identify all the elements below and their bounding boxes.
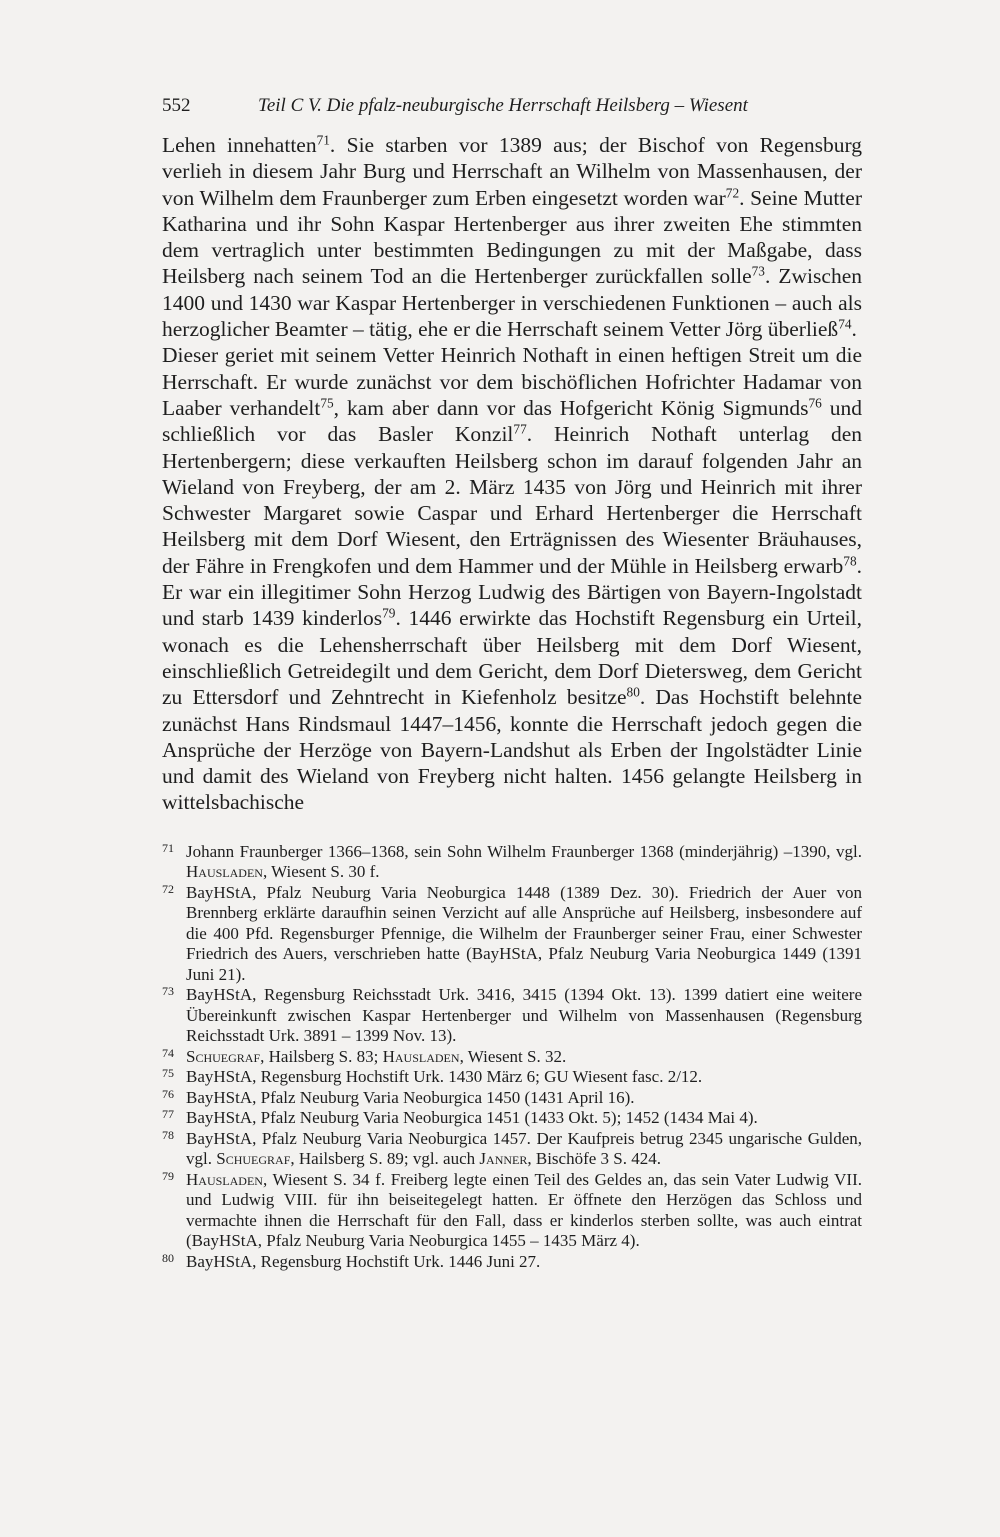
footnote-number: 71 [162,840,174,855]
footnote-ref[interactable]: 77 [513,421,527,437]
footnote-73 [162,985,862,1047]
footnote-text: BayHStA, Pfalz Neuburg Varia Neoburgica 1451 (1433 Okt. 5); 1452 (1434 Mai 4). [186,1108,758,1128]
footnote-text: BayHStA, Pfalz Neuburg Varia Neoburgica 1450 (1431 April 16). [186,1087,635,1107]
footnote-text: , Wiesent S. 30 f. [262,862,380,882]
text-run: . [851,317,857,342]
footnote-number: 73 [162,984,174,999]
footnotes [162,842,862,1273]
footnote-ref[interactable]: 71 [316,132,330,148]
footnote-number: 74 [162,1045,174,1060]
text-run: und schließlich vor das Basler Konzil [162,395,863,447]
footnote-number: 77 [162,1107,174,1122]
footnote-ref[interactable]: 76 [808,395,822,411]
text-run: , kam aber dann vor das Hofgericht König Sigmunds [333,395,809,420]
footnote-78 [162,1129,862,1170]
text-run: . Heinrich Nothaft unterlag den Hertenbergern; diese verkauften Heilsberg schon im darauf folgenden Jahr an Wieland von Freyberg, der am 2. März 1435 von Jörg und Heinrich mit ihrer Schwester Margaret sowie Caspar und Erhard Hertenberger die Herrschaft Heilsberg mit dem Dorf Wiesent, den Erträgnissen des Wiesenter Bräuhauses, der Fähre in Frengkofen und dem Hammer und der Mühle in Heilsberg erwarb [162,422,862,578]
footnote-ref[interactable]: 73 [751,264,765,280]
footnote-71 [162,842,862,883]
footnote-text: , Hailsberg S. 89; vgl. auch [290,1149,480,1169]
footnote-number: 80 [162,1250,174,1265]
author-name: Hausladen [382,1046,460,1066]
book-page [162,88,862,1272]
text-run: . Das Hochstift belehnte zunächst Hans Rindsmaul 1447–1456, konnte die Herrschaft jedoch gegen die Ansprüche der Herzöge von Bayern-Landshut als Erben der Ingolstädter Linie und damit des Wieland von Freyberg nicht halten. 1456 gelangte Heilsberg in wittelsbachische [162,685,862,815]
footnote-77 [162,1108,862,1129]
text-run: . Er war ein illegitimer Sohn Herzog Ludwig des Bärtigen von Bayern-Ingolstadt und starb 1439 kinderlos [162,553,862,631]
text-run: Lehen innehatten [162,133,317,157]
author-name: Schuegraf [216,1149,291,1169]
footnote-number: 78 [162,1127,174,1142]
running-head [162,88,862,124]
footnote-76 [162,1088,862,1109]
footnote-75 [162,1067,862,1088]
text-run: Dieser geriet mit seinem Vetter Heinrich Nothaft in einen heftigen Streit um die Herrschaft. Er wurde zunächst vor dem bischöflichen Hofrichter Hadamar von Laaber verhandelt [162,343,862,420]
footnote-74 [162,1047,862,1068]
footnote-text: Johann Fraunberger 1366–1368, sein Sohn Wilhelm Fraunberger 1368 (minderjährig) –1390, vgl. [186,841,862,861]
footnote-80 [162,1252,862,1273]
footnote-79 [162,1170,862,1252]
author-name: Schuegraf [186,1046,261,1066]
footnote-number: 76 [162,1086,174,1101]
footnote-number: 79 [162,1168,174,1183]
main-text [162,132,862,816]
author-name: Hausladen [186,862,263,882]
text-run: . Zwischen 1400 und 1430 war Kaspar Hertenberger in verschiedenen Funktionen – auch als herzoglicher Beamter – tätig, ehe er die Herrschaft seinem Vetter Jörg überließ [162,264,862,342]
footnote-ref[interactable]: 75 [320,395,334,411]
footnote-ref[interactable]: 79 [382,606,396,622]
footnote-text: BayHStA, Regensburg Hochstift Urk. 1430 März 6; GU Wiesent fasc. 2/12. [186,1067,703,1087]
footnote-ref[interactable]: 72 [725,185,740,201]
footnote-number: 75 [162,1066,174,1081]
footnote-ref[interactable]: 78 [843,553,857,569]
footnote-text: , Wiesent S. 32. [459,1046,567,1066]
footnote-text: BayHStA, Regensburg Hochstift Urk. 1446 Juni 27. [186,1251,541,1271]
footnote-ref[interactable]: 74 [838,316,852,332]
footnote-text: , Hailsberg S. 83; [260,1046,383,1066]
footnote-text: BayHStA, Regensburg Reichsstadt Urk. 3416, 3415 (1394 Okt. 13). 1399 datiert eine weitere Übereinkunft zwischen Kaspar Hertenberger und Wilhelm von Massenhausen (Regensburg Reichsstadt Urk. 3891 – 1399 Nov. 13). [186,985,862,1046]
text-run: . Seine Mutter Katharina und ihr Sohn Kaspar Hertenberger aus ihrer zweiten Ehe stimmten dem vertraglich unter bestimmten Bedingungen zu mit der Maßgabe, dass Heilsberg nach seinem Tod an die Hertenberger zurückfallen solle [162,185,862,289]
page-number: 552 [162,95,191,116]
text-run: . Sie starben vor 1389 aus; der Bischof von Regensburg verlieh in diesem Jahr Burg und Herrschaft an Wilhelm von Massenhausen, der von Wilhelm dem Fraunberger zum Erben eingesetzt worden war [162,133,862,210]
text-run: . 1446 erwirkte das Hochstift Regensburg ein Urteil, wonach es die Lehensherrschaft über Heilsberg mit dem Dorf Wiesent, einschließlich Getreidegilt und dem Gericht, dem Dorf Dietersweg, dem Gericht zu Ettersdorf und Zehntrecht in Kiefenholz besitze [162,606,862,710]
paragraph-2 [162,342,862,815]
footnote-text: , Wiesent S. 34 f. Freiberg legte einen Teil des Geldes an, das sein Vater Ludwig VII. und Ludwig VIII. für ihn beiseitegelegt hatten. Er öffnete den Herzögen das Schloss und vermachte ihnen die Herrschaft für den Fall, dass er kinderlos sterben sollte, was auch eintrat (BayHStA, Pfalz Neuburg Varia Neoburgica 1455 – 1435 März 4). [186,1169,862,1251]
author-name: Janner [479,1149,528,1169]
running-title: Teil C V. Die pfalz-neuburgische Herrschaft Heilsberg – Wiesent [258,95,748,116]
footnote-text: BayHStA, Pfalz Neuburg Varia Neoburgica 1448 (1389 Dez. 30). Friedrich der Auer von Brennberg erklärte daraufhin seinen Verzicht auf alle Ansprüche auf Heilsberg, insbesondere auf die 400 Pfd. Regensburger Pfennige, die Wilhelm der Fraunberger seiner Frau, einer Schwester Friedrich des Auers, verschrieben hatte (BayHStA, Pfalz Neuburg Varia Neoburgica 1449 (1391 Juni 21). [186,882,862,984]
footnote-text: BayHStA, Pfalz Neuburg Varia Neoburgica 1457. Der Kaufpreis betrug 2345 ungarische Gulden, vgl. [186,1128,862,1169]
author-name: Hausladen [186,1169,263,1189]
footnote-number: 72 [162,881,174,896]
footnote-text: , Bischöfe 3 S. 424. [527,1149,661,1169]
footnote-ref[interactable]: 80 [626,684,640,700]
footnote-72 [162,883,862,986]
paragraph-1 [162,132,862,342]
